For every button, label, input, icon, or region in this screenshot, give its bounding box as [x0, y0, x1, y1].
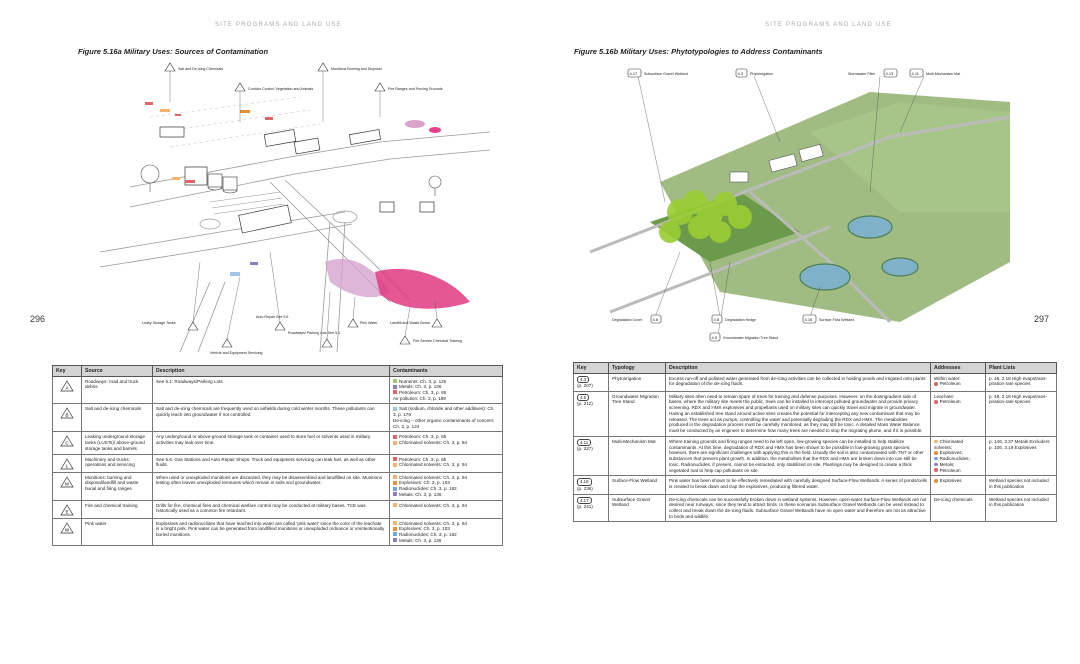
- contaminant-swatch: [393, 503, 397, 507]
- callout-surface-flow: Surface-Flow Wetland: [819, 318, 855, 322]
- key-triangle-icon: [60, 504, 74, 516]
- callout-vehicle-servicing: Vehicle and Equipment Servicing: [210, 351, 263, 355]
- key-triangle-icon: [60, 380, 74, 392]
- source-cell: Fire and chemical training: [82, 500, 153, 518]
- address-item: [934, 478, 982, 484]
- callout-pink-water: Pink Water: [360, 321, 378, 325]
- address-item: [934, 468, 982, 474]
- table-row: [574, 373, 1057, 391]
- key-triangle-icon: [60, 407, 74, 419]
- typology-ref-badge: 4.5: [577, 394, 589, 402]
- col-source: Source: [82, 366, 153, 377]
- contaminant-text: Metals: Ch. 3, p. 136: [399, 537, 442, 543]
- svg-text:W: W: [64, 527, 70, 533]
- addresses-cell: [931, 494, 986, 522]
- badge-4-3: 4.3: [737, 71, 744, 76]
- contaminant-swatch: [393, 538, 397, 542]
- page-number: 296: [30, 314, 46, 324]
- contaminant-swatch: [393, 521, 397, 525]
- key-triangle-icon: [60, 458, 74, 470]
- callout-leaky-tanks: Leaky Storage Tanks: [142, 321, 176, 325]
- key-cell: [53, 500, 82, 518]
- contaminant-text: De-icing – other organic contaminants of concern: Ch. 3, p. 124: [393, 417, 495, 429]
- contaminant-text: Petroleum: Ch. 3, p. 65: [399, 434, 447, 440]
- key-triangle-icon: [60, 522, 74, 534]
- addresses-intro: Within water:: [934, 375, 961, 381]
- table-row: [574, 391, 1057, 436]
- contaminant-item: [393, 440, 499, 446]
- key-cell: [53, 432, 82, 454]
- plant-lists-cell: p. 146, 3.37 Metals Excluders p. 106, 3.19 Explosives: [986, 436, 1057, 475]
- contaminant-text: Radionuclides: Ch. 3, p. 182: [399, 486, 457, 492]
- callout-fire-training: Fire Service Chemical Training: [413, 339, 462, 343]
- address-text: Chlorinated solvents;: [934, 438, 964, 450]
- key-cell: [574, 436, 609, 475]
- typology-ref-badge: 4.16: [577, 478, 592, 486]
- source-cell: Munitions: burning and disposal/landfill and waste burial and firing ranges: [82, 472, 153, 500]
- table-row: [53, 518, 503, 546]
- typology-ref-badge: 4.3: [577, 376, 589, 384]
- callout-auto-repair: Auto Repair See 5.6: [256, 315, 289, 319]
- col-addresses: Addresses: [931, 363, 986, 374]
- typology-page: (p. 227): [577, 446, 593, 452]
- address-text: Explosives;: [939, 450, 963, 456]
- contaminant-item: [393, 492, 499, 498]
- table-header-row: [574, 363, 1057, 374]
- source-cell: Salt and de-icing chemicals: [82, 404, 153, 432]
- contaminant-swatch: [393, 390, 397, 394]
- contaminant-text: Petroleum: Ch. 3, p. 65: [399, 389, 447, 395]
- running-head: SITE PROGRAMS AND LAND USE: [765, 22, 892, 28]
- col-typology: Typology: [609, 363, 666, 374]
- contaminant-swatch: [393, 532, 397, 536]
- key-triangle-icon: [60, 435, 74, 447]
- svg-text:C: C: [65, 440, 69, 446]
- svg-text:M: M: [65, 481, 69, 487]
- contaminant-text: Salt (sodium, chloride and other additives): Ch. 3, p. 179: [393, 406, 495, 418]
- badge-4-6: 4.6: [652, 317, 659, 322]
- contaminant-item: [393, 418, 499, 429]
- contaminant-text: Petroleum: Ch. 3, p. 65: [399, 456, 447, 462]
- table-row: [53, 472, 503, 500]
- col-plant-lists: Plant Lists: [986, 363, 1057, 374]
- contaminant-swatch: [393, 475, 397, 479]
- contaminants-cell: [390, 404, 503, 432]
- source-cell: Pink water: [82, 518, 153, 546]
- table-row: [53, 500, 503, 518]
- col-key: Key: [574, 363, 609, 374]
- callout-roadways: Roadways/ Parking Lots See 5.1: [288, 331, 341, 335]
- col-contaminants: Contaminants: [390, 366, 503, 377]
- key-triangle-icon: [60, 476, 74, 488]
- callout-degradation-cover: Degradation Cover: [612, 318, 643, 322]
- contaminants-cell: [390, 454, 503, 472]
- address-text: Radionuclides;: [939, 456, 970, 462]
- contaminant-dot: [934, 400, 938, 404]
- typology-page: (p. 241): [577, 504, 593, 510]
- typology-cell: Multi-Mechanism Mat: [609, 436, 666, 475]
- contaminant-text: Nutrients: Ch. 3, p. 125: [399, 378, 447, 384]
- typology-cell: Surface-Flow Wetland: [609, 476, 666, 494]
- typology-ref-badge: 4.17: [577, 497, 592, 505]
- key-cell: [574, 373, 609, 391]
- badge-4-13: 4.13: [885, 71, 894, 76]
- contaminant-text: Chlorinated solvents: Ch. 3, p. 94: [399, 520, 467, 526]
- address-item: [934, 399, 982, 405]
- svg-text:A: A: [65, 385, 69, 391]
- contaminant-text: Explosives: Ch. 3, p. 103: [399, 526, 450, 532]
- typology-page: (p. 236): [577, 485, 593, 491]
- contamination-illustration: [90, 62, 490, 355]
- description-cell: See 5.6: Gas Stations and Auto Repair Shops. Truck and equipment servicing can leak fuel, as well as other fluids.: [153, 454, 390, 472]
- contaminant-dot: [934, 479, 938, 483]
- page-number: 297: [1034, 314, 1050, 324]
- key-cell: [53, 376, 82, 404]
- contaminants-cell: [390, 518, 503, 546]
- description-cell: De-icing chemicals can be successfully broken down in wetland systems. However, open-water Surface-Flow Wetlands are not desired near runways, since they tend to attract birds. In these scenarios Subsurface Gravel Wetlands can be used instead to collect and break down the de-icing fluids. Subsurface Gravel Wetlands have no open water and therefore are not as attractive to birds and wildlife.: [666, 494, 931, 522]
- contaminant-swatch: [393, 527, 397, 531]
- contaminant-text: Chlorinated solvents: Ch. 3, p. 94: [399, 440, 467, 446]
- col-key: Key: [53, 366, 82, 377]
- address-text: Explosives: [939, 478, 962, 484]
- badge-4-16: 4.16: [804, 317, 813, 322]
- callout-degradation-hedge: Degradation Hedge: [725, 318, 757, 322]
- contaminant-dot: [934, 468, 938, 472]
- contaminant-text: Metals: Ch. 3, p. 136: [399, 384, 442, 390]
- table-row: [53, 454, 503, 472]
- description-cell: Drills for fire, chemical fires and chemical warfare control may be conducted at military bases. TCE was historically used as a common fire retardant.: [153, 500, 390, 518]
- callout-multi-mechanism: Multi-Mechanism Mat: [926, 72, 961, 76]
- address-text: Petroleum: [939, 381, 961, 387]
- address-text: Petroleum: [939, 399, 961, 405]
- addresses-intro: De-icing chemicals: [934, 496, 973, 502]
- plant-lists-cell: p. 48, 2.18 High evapotrans-piration-rate species: [986, 373, 1057, 391]
- addresses-cell: [931, 391, 986, 436]
- typology-cell: Subsurface Gravel Wetland: [609, 494, 666, 522]
- badge-4-17: 4.17: [629, 71, 638, 76]
- addresses-cell: [931, 476, 986, 494]
- callout-groundwater-tree-stand: Groundwater Migration Tree Stand: [723, 336, 779, 340]
- phytotypology-illustration: [570, 62, 1010, 352]
- contaminant-swatch: [393, 385, 397, 389]
- key-cell: [53, 454, 82, 472]
- source-cell: Roadways: road and truck debris: [82, 376, 153, 404]
- contaminant-swatch: [393, 379, 397, 383]
- key-cell: [53, 472, 82, 500]
- typology-ref-badge: 4.11: [577, 439, 591, 447]
- contaminant-text: Chlorinated solvents: Ch. 3, p. 94: [399, 474, 467, 480]
- typology-page: (p. 212): [577, 401, 593, 407]
- contaminant-text: Chlorinated solvents: Ch. 3, p. 94: [399, 462, 467, 468]
- running-head: SITE PROGRAMS AND LAND USE: [215, 22, 342, 28]
- contaminant-item: [393, 396, 499, 402]
- contaminants-cell: [390, 376, 503, 404]
- typologies-table: [573, 362, 1057, 522]
- table-row: [53, 376, 503, 404]
- badge-4-11: 4.11: [911, 71, 919, 76]
- contaminant-text: Chlorinated solvents: Ch. 3, p. 94: [399, 502, 467, 508]
- typology-cell: Groundwater Migration Tree Stand: [609, 391, 666, 436]
- contaminant-dot: [934, 451, 938, 455]
- right-page: [540, 0, 1080, 664]
- callout-subsurface-gravel: Subsurface Gravel Wetland: [644, 72, 688, 76]
- description-cell: Where training grounds and firing ranges need to be left open, low-growing species can be installed to help stabilize contaminants. At this time, degradation of RDX and HMX has been shown to be possible in low-growing grass species; however, there are significant challenges with applying this in the field. Usually the soil is also contaminated with TNT or other substances that prevent plant growth. In addition, the metabolites that the RDX and HMX are broken down into can still be toxic. Radionuclides, if present, cannot be extracted, only stabilized on site. Plantings may be designed to create a thick vegetated mat to help cap pollutants on site.: [666, 436, 931, 475]
- key-cell: [574, 391, 609, 436]
- table-row: [574, 494, 1057, 522]
- contaminants-cell: [390, 500, 503, 518]
- address-text: Petroleum: [939, 467, 961, 473]
- source-cell: Machinery and trucks: operations and servicing: [82, 454, 153, 472]
- contaminant-swatch: [393, 407, 397, 411]
- col-description: Description: [153, 366, 390, 377]
- key-cell: [53, 518, 82, 546]
- figure-title: Figure 5.16a Military Uses: Sources of Contamination: [78, 47, 269, 56]
- contaminants-cell: [390, 472, 503, 500]
- callout-salt: Salt and De-icing Chemicals: [178, 67, 224, 71]
- description-cell: Excess run-off and polluted water generated from de-icing activities can be collected in holding ponds and irrigated onto plants for degradation of the de-icing fluids.: [666, 373, 931, 391]
- contaminants-cell: [390, 432, 503, 454]
- contaminant-item: [393, 406, 499, 417]
- contaminant-text: Radionuclides: Ch. 3, p. 182: [399, 531, 457, 537]
- description-cell: Salt and de-icing chemicals are frequently used on airfields during cold winter months. These pollutants can quickly leach into groundwater if not controlled.: [153, 404, 390, 432]
- description-cell: Pink water has been shown to be effectively remediated with carefully designed Surface-Flow Wetlands. A series of ponds/cells is created to break down and trap the explosives, producing filtered water.: [666, 476, 931, 494]
- addresses-intro: Leachate:: [934, 393, 955, 399]
- contaminant-swatch: [393, 463, 397, 467]
- svg-text:L: L: [65, 463, 69, 469]
- contaminant-dot: [934, 457, 938, 461]
- plant-lists-cell: Wetland species not included in this publication: [986, 494, 1057, 522]
- callout-stormwater-filter: Stormwater Filter: [848, 72, 876, 76]
- callout-fire-ranges: Fire Ranges and Proving Grounds: [388, 87, 443, 91]
- plant-lists-cell: Wetland species not included in this publication: [986, 476, 1057, 494]
- addresses-cell: [931, 373, 986, 391]
- callout-phytoirrigation: Phytoirrigation: [750, 72, 773, 76]
- address-item: [934, 381, 982, 387]
- address-item: [934, 439, 982, 450]
- description-cell: Military sites often need to remain spare of trees for training and defense purposes. However, on the downgradient side of bases, where the military site meets the public, trees can be installed to intercept polluted groundwater and provide privacy screening. RDX and HMX explosives and propellants used on military sites can quickly travel and migrate in groundwater. Having an established tree stand around active sites creates the potential for intercepting any new contaminant that may be released. The trees act as pumps, controlling the water and potentially degrading the RDX and HMX. The metabolites produced in the degradation process must be carefully monitored, as they may still be toxic. A detailed Mass Water Balance must be conducted by an engineer to determine how many trees are needed to stop the migrating plume, and if it is possible.: [666, 391, 931, 436]
- callout-landfill: Landfill and Waste Burial: [390, 321, 430, 325]
- contaminant-dot: [934, 463, 938, 467]
- source-cell: Leaking underground storage tanks (LUSTs)/ above-ground storage tanks and barrels: [82, 432, 153, 454]
- callout-corridor: Corridor Control: Vegetation and Animals: [248, 87, 314, 91]
- col-description: Description: [666, 363, 931, 374]
- plant-lists-cell: p. 48, 2.18 High evapotrans-piration-rate species: [986, 391, 1057, 436]
- description-cell: Any underground or above-ground storage tank or container used to store fuel or solvents used in military activities may leak over time.: [153, 432, 390, 454]
- description-cell: When used or unexploded munitions are discarded, they may be disassembled and landfilled on site. Munitions testing often leaves unexploded remnants which remain in soils and groundwater.: [153, 472, 390, 500]
- typology-cell: Phytoirrigation: [609, 373, 666, 391]
- figure-title: Figure 5.16b Military Uses: Phytotypologies to Address Contaminants: [574, 47, 823, 56]
- table-row: [574, 436, 1057, 475]
- contaminant-item: [393, 503, 499, 509]
- key-cell: [53, 404, 82, 432]
- contaminant-item: [393, 538, 499, 544]
- contaminant-swatch: [393, 481, 397, 485]
- contaminant-swatch: [393, 441, 397, 445]
- table-row: [53, 404, 503, 432]
- badge-4-8: 4.8: [713, 317, 720, 322]
- description-cell: See 5.1: Roadways/Parking Lots: [153, 376, 390, 404]
- callout-munitions: Munitions Burning and Disposal: [331, 67, 382, 71]
- contaminant-dot: [934, 382, 938, 386]
- contaminant-text: Air pollution: Ch. 3, p. 189: [393, 395, 446, 401]
- address-text: Metals;: [939, 461, 955, 467]
- description-cell: Explosives and radionuclides that have leached into water are called 'pink water' since the color of the leachate is a bright pink. Pink water can be generated from landfilled munitions or unexploded ordnance or unintentionally buried munitions.: [153, 518, 390, 546]
- contaminant-dot: [934, 440, 938, 444]
- contaminant-swatch: [393, 435, 397, 439]
- contaminant-swatch: [393, 457, 397, 461]
- table-row: [53, 432, 503, 454]
- table-header-row: [53, 366, 503, 377]
- table-row: [574, 476, 1057, 494]
- contaminant-text: Explosives: Ch. 3, p. 103: [399, 480, 450, 486]
- contaminant-swatch: [393, 487, 397, 491]
- badge-4-5: 4.5: [711, 335, 718, 340]
- typology-page: (p. 207): [577, 383, 593, 388]
- sources-table: [52, 365, 503, 546]
- key-cell: [574, 494, 609, 522]
- contaminant-text: Metals: Ch. 3, p. 136: [399, 491, 442, 497]
- contaminant-swatch: [393, 492, 397, 496]
- key-cell: [574, 476, 609, 494]
- svg-text:E: E: [65, 509, 69, 515]
- addresses-cell: [931, 436, 986, 475]
- svg-text:B: B: [65, 413, 69, 419]
- contaminant-item: [393, 462, 499, 468]
